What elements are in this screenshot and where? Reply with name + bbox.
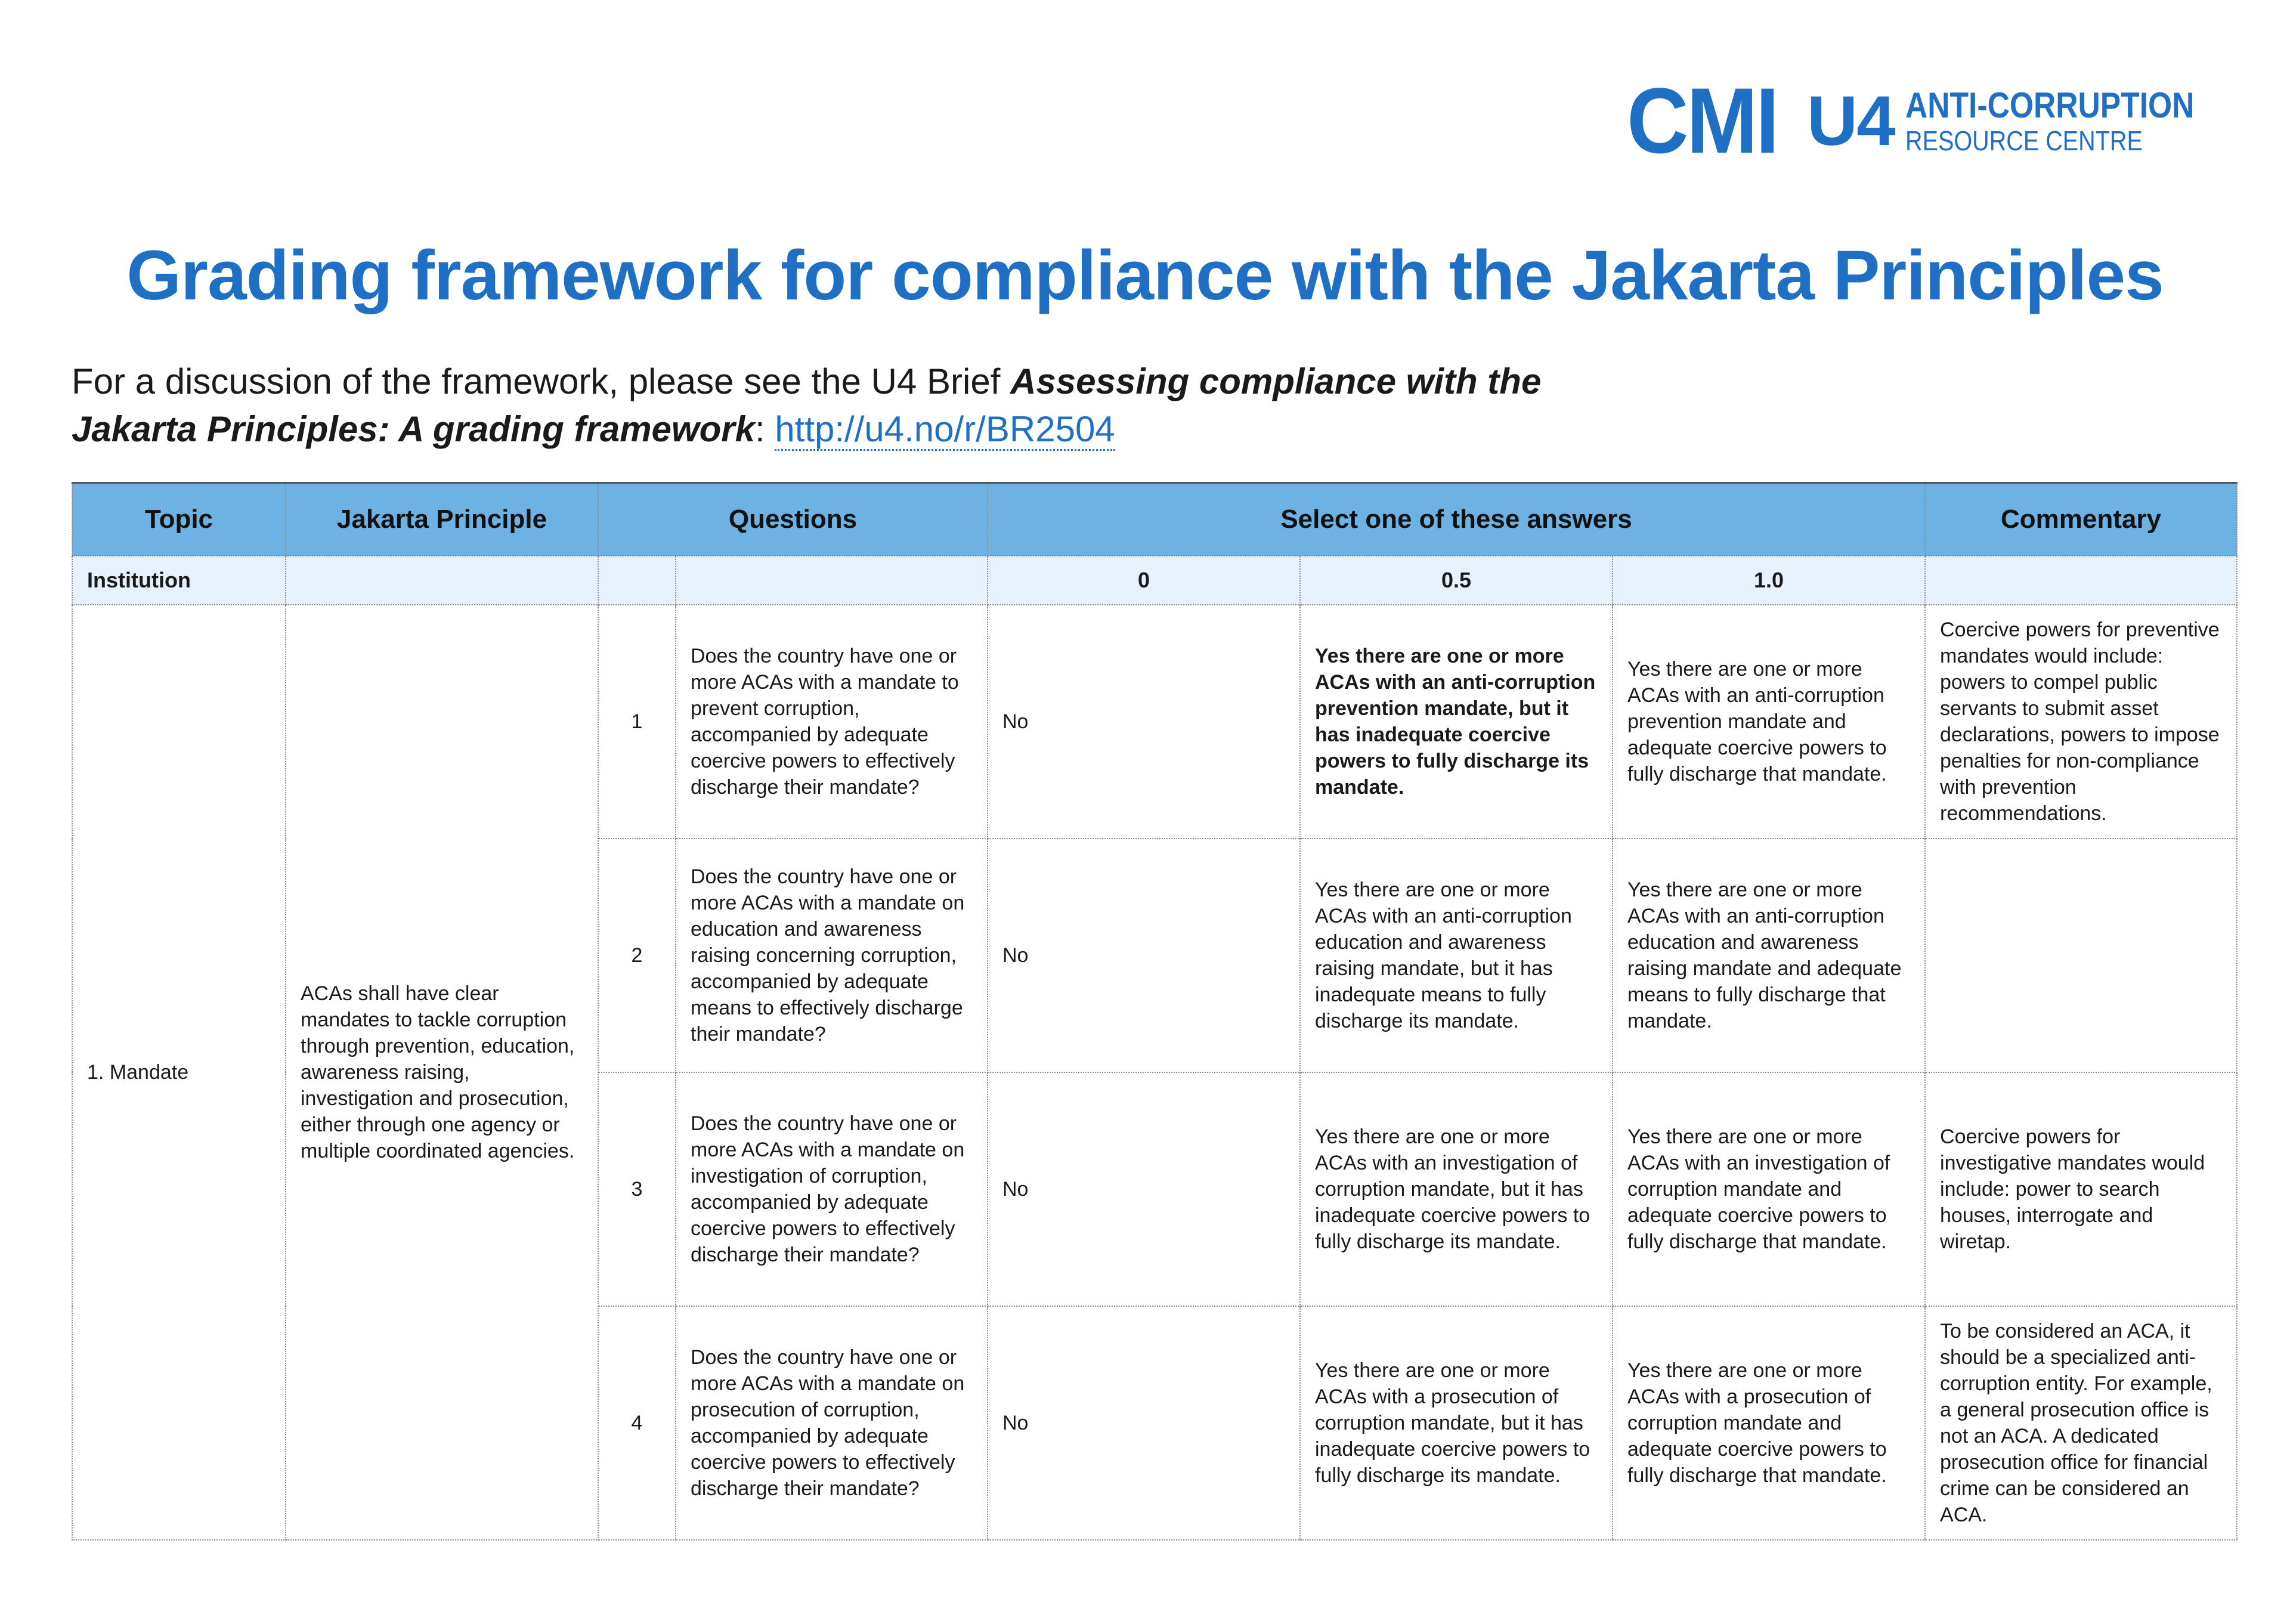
question-text: Does the country have one or more ACAs with a mandate on investigation of corruption, accompanied by adequate coercive powers to effectively discharge their mandate? — [676, 1072, 988, 1306]
header-principle: Jakarta Principle — [286, 483, 598, 556]
intro-colon: : — [754, 409, 775, 449]
table-header-row — [72, 483, 2237, 556]
question-text: Does the country have one or more ACAs with a mandate on prosecution of corruption, accompanied by adequate coercive powers to effectively discharge their mandate? — [676, 1306, 988, 1540]
subheader-empty — [676, 556, 988, 605]
logo-line1: ANTI-CORRUPTION — [1905, 85, 2195, 125]
answer-1: Yes there are one or more ACAs with an investigation of corruption mandate and adequate coercive powers to fully discharge that mandate. — [1613, 1072, 1925, 1306]
subheader-institution: Institution — [72, 556, 286, 605]
grading-table — [72, 482, 2238, 1541]
question-text: Does the country have one or more ACAs with a mandate to prevent corruption, accompanied by adequate coercive powers to effectively discharge their mandate? — [676, 605, 988, 839]
answer-0: No — [988, 839, 1300, 1072]
logo-cmi: CMI — [1627, 69, 1778, 173]
question-number: 4 — [598, 1306, 676, 1540]
commentary-cell: Coercive powers for preventive mandates would include: powers to compel public servants to submit asset declarations, powers to impose penalties for non-compliance with prevention recommendations. — [1925, 605, 2237, 839]
question-number: 3 — [598, 1072, 676, 1306]
logo-line2: RESOURCE CENTRE — [1905, 125, 2143, 156]
answer-0: No — [988, 1072, 1300, 1306]
logo-text — [1905, 85, 2241, 156]
intro-text: For a discussion of the framework, please see the U4 Brief — [72, 361, 1011, 401]
logo-u4: U4 — [1806, 82, 1895, 160]
commentary-cell: Coercive powers for investigative mandates would include: power to search houses, interrogate and wiretap. — [1925, 1072, 2237, 1306]
answer-05: Yes there are one or more ACAs with an anti-corruption prevention mandate, but it has inadequate coercive powers to fully discharge its mandate. — [1300, 605, 1613, 839]
commentary-cell: To be considered an ACA, it should be a specialized anti-corruption entity. For example, a general prosecution office is not an ACA. A dedicated prosecution office for financial crime can be considered an ACA. — [1925, 1306, 2237, 1540]
logo — [1627, 69, 2229, 173]
header-commentary: Commentary — [1925, 483, 2237, 556]
commentary-cell — [1925, 839, 2237, 1072]
question-number: 2 — [598, 839, 676, 1072]
header-topic: Topic — [72, 483, 286, 556]
subheader-score-05: 0.5 — [1300, 556, 1613, 605]
answer-1: Yes there are one or more ACAs with a prosecution of corruption mandate and adequate coercive powers to fully discharge that mandate. — [1613, 1306, 1925, 1540]
header-questions: Questions — [598, 483, 988, 556]
subheader-empty — [598, 556, 676, 605]
table-row — [72, 605, 2237, 839]
header-answers: Select one of these answers — [988, 483, 1925, 556]
answer-0: No — [988, 1306, 1300, 1540]
answer-05: Yes there are one or more ACAs with a prosecution of corruption mandate, but it has inadequate coercive powers to fully discharge its mandate. — [1300, 1306, 1613, 1540]
table-subheader-row — [72, 556, 2237, 605]
answer-05: Yes there are one or more ACAs with an anti-corruption education and awareness raising mandate, but it has inadequate means to fully discharge its mandate. — [1300, 839, 1613, 1072]
answer-1: Yes there are one or more ACAs with an anti-corruption education and awareness raising mandate and adequate means to fully discharge that mandate. — [1613, 839, 1925, 1072]
subheader-score-1: 1.0 — [1613, 556, 1925, 605]
brief-title: Assessing compliance with the Jakarta Principles: A grading framework — [72, 361, 1542, 449]
subheader-empty — [286, 556, 598, 605]
intro-paragraph — [72, 358, 1622, 453]
principle-cell: ACAs shall have clear mandates to tackle corruption through prevention, education, awareness raising, investigation and prosecution, either through one agency or multiple coordinated agencies. — [286, 605, 598, 1540]
question-text: Does the country have one or more ACAs with a mandate on education and awareness raising concerning corruption, accompanied by adequate means to effectively discharge their mandate? — [676, 839, 988, 1072]
question-number: 1 — [598, 605, 676, 839]
brief-link[interactable]: http://u4.no/r/BR2504 — [775, 409, 1115, 451]
topic-cell: 1. Mandate — [72, 605, 286, 1540]
subheader-score-0: 0 — [988, 556, 1300, 605]
subheader-empty — [1925, 556, 2237, 605]
answer-1: Yes there are one or more ACAs with an anti-corruption prevention mandate and adequate coercive powers to fully discharge that mandate. — [1613, 605, 1925, 839]
answer-05: Yes there are one or more ACAs with an investigation of corruption mandate, but it has inadequate coercive powers to fully discharge its mandate. — [1300, 1072, 1613, 1306]
answer-0: No — [988, 605, 1300, 839]
page-title: Grading framework for compliance with the Jakarta Principles — [126, 236, 2164, 315]
